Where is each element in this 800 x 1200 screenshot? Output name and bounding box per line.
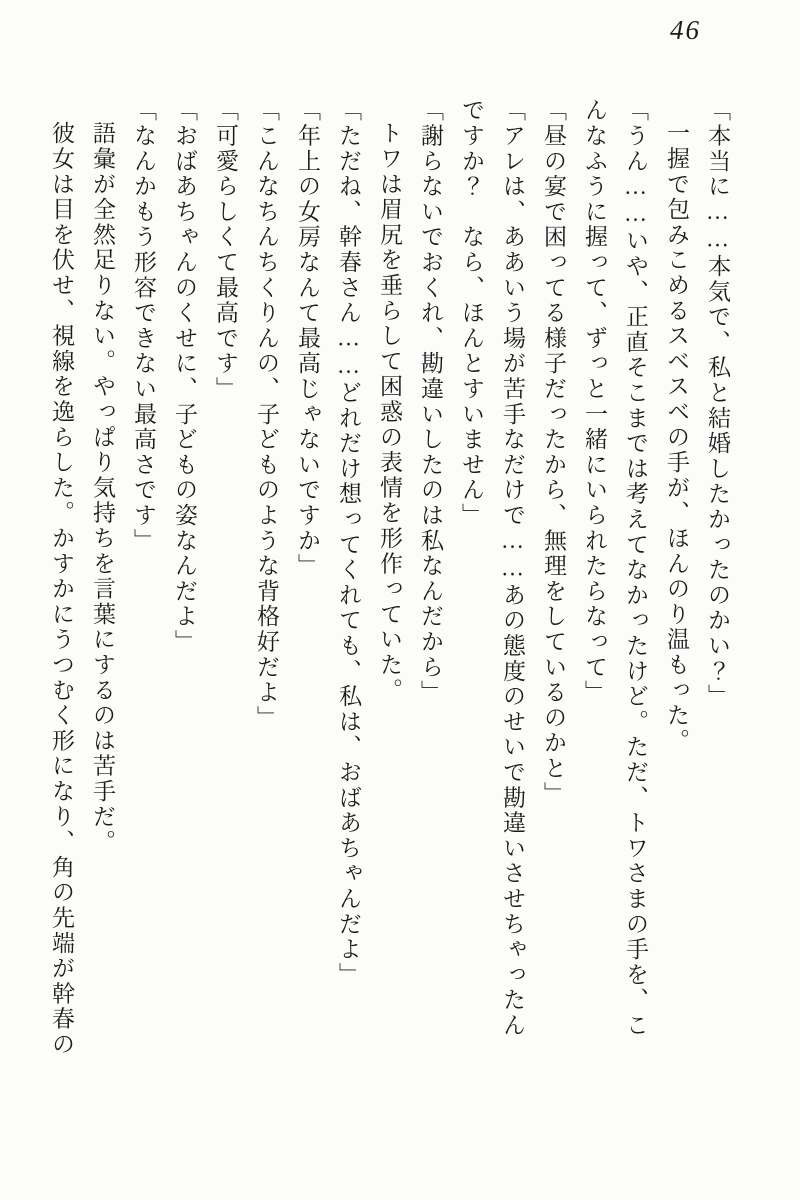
paragraph-narration: 語彙が全然足りない。やっぱり気持ちを言葉にするのは苦手だ。 <box>90 121 115 855</box>
paragraph-dialogue: 「可愛らしくて最高です」 <box>213 98 238 402</box>
page-number: 46 <box>670 15 701 45</box>
text-block <box>41 98 738 1061</box>
paragraph-dialogue: 「昼の宴で困ってる様子だったから、無理をしているのかと」 <box>541 98 566 807</box>
paragraph-dialogue: 「うん……いや、正直そこまでは考えてなかったけど。ただ、トワさまの手を、こんなふうに握って、ずっと一緒にいられたらなって」 <box>582 98 648 1039</box>
paragraph-dialogue: 「おばあちゃんのくせに、子どもの姿なんだよ」 <box>172 98 197 655</box>
paragraph-dialogue: 「なんかもう形容できない最高さです」 <box>131 98 156 554</box>
paragraph-dialogue: 「謝らないでおくれ、勘違いしたのは私なんだから」 <box>418 98 443 706</box>
paragraph-dialogue: 「こんなちんちくりんの、子どものような背格好だよ」 <box>254 98 279 731</box>
paragraph-narration: 一握で包みこめるスベスベの手が、ほんのり温もった。 <box>664 121 689 754</box>
paragraph-dialogue: 「アレは、ああいう場が苦手なだけで……あの態度のせいで勘違いさせちゃったんですか？ なら、ほんとすいません」 <box>459 98 525 1039</box>
paragraph-narration: トワは眉尻を垂らして困惑の表情を形作っていた。 <box>377 121 402 703</box>
paragraph-dialogue: 「ただね、幹春さん……どれだけ想ってくれても、私は、おばあちゃんだよ」 <box>336 98 361 988</box>
paragraph-narration: 彼女は目を伏せ、視線を逸らした。かすかにうつむく形になり、角の先端が幹春の <box>49 121 74 1058</box>
paragraph-dialogue: 「年上の女房なんて最高じゃないですか」 <box>295 98 320 579</box>
paragraph-dialogue: 「本当に……本気で、私と結婚したかったのかい？」 <box>705 98 730 710</box>
